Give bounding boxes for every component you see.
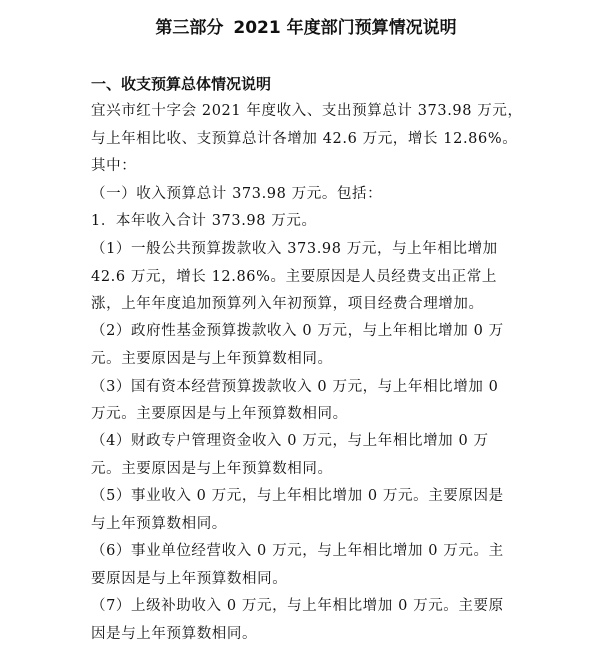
body-line-11: （3）国有资本经营预算拨款收入 0 万元，与上年相比增加 0 xyxy=(91,379,499,395)
page-title xyxy=(0,17,612,39)
body-line-1: 宜兴市红十字会 2021 年度收入、支出预算总计 373.98 万元， xyxy=(91,103,523,119)
body-line-8: 涨，上年年度追加预算列入年初预算，项目经费合理增加。 xyxy=(91,296,484,312)
body-line-4: （一）收入预算总计 373.98 万元。包括： xyxy=(91,186,383,202)
body-line-18: 要原因是与上年预算数相同。 xyxy=(91,571,288,587)
body-line-15: （5）事业收入 0 万元，与上年相比增加 0 万元。主要原因是 xyxy=(91,488,504,504)
body-line-13: （4）财政专户管理资金收入 0 万元，与上年相比增加 0 万 xyxy=(91,433,489,449)
body-line-17: （6）事业单位经营收入 0 万元，与上年相比增加 0 万元。主 xyxy=(91,543,504,559)
body-line-14: 元。主要原因是与上年预算数相同。 xyxy=(91,461,333,477)
body-line-2: 与上年相比收、支预算总计各增加 42.6 万元，增长 12.86%。 xyxy=(91,131,518,147)
title-part: 第三部分 xyxy=(155,18,224,38)
body-line-7: 42.6 万元，增长 12.86%。主要原因是人员经费支出正常上 xyxy=(91,269,497,285)
body-line-20: 因是与上年预算数相同。 xyxy=(91,626,258,642)
body-line-5: 1．本年收入合计 373.98 万元。 xyxy=(91,213,317,229)
body-line-9: （2）政府性基金预算拨款收入 0 万元，与上年相比增加 0 万 xyxy=(91,323,504,339)
body-line-12: 万元。主要原因是与上年预算数相同。 xyxy=(91,406,348,422)
body-line-10: 元。主要原因是与上年预算数相同。 xyxy=(91,351,333,367)
body-line-16: 与上年预算数相同。 xyxy=(91,516,227,532)
title-rest: 2021 年度部门预算情况说明 xyxy=(233,18,457,38)
body-line-6: （1）一般公共预算拨款收入 373.98 万元，与上年相比增加 xyxy=(91,241,498,257)
body-line-19: （7）上级补助收入 0 万元，与上年相比增加 0 万元。主要原 xyxy=(91,598,504,614)
body-line-3: 其中： xyxy=(91,158,137,174)
section-heading: 一、收支预算总体情况说明 xyxy=(91,75,272,93)
